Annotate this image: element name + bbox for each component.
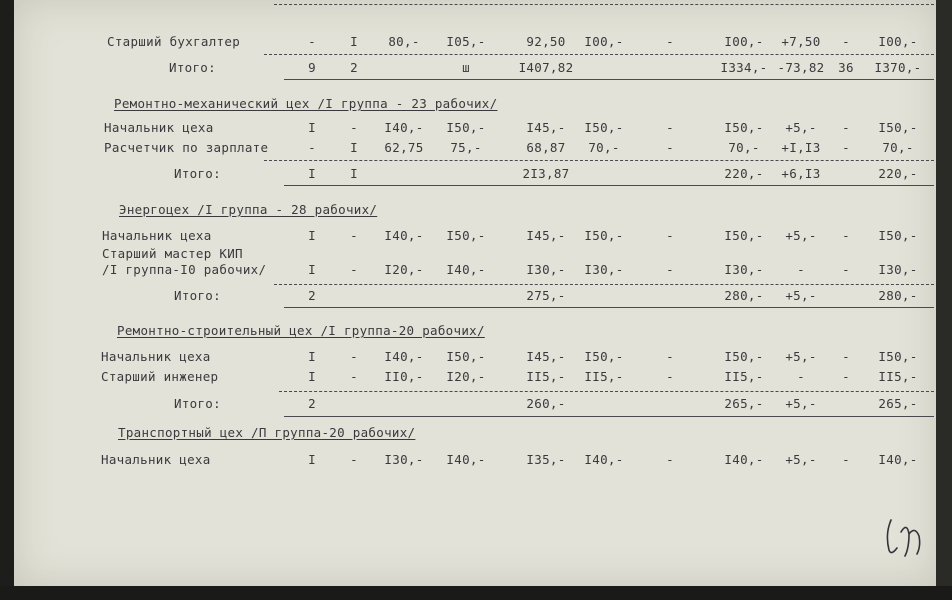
cell-col-11: 265,-: [878, 396, 918, 411]
cell-col-6: I50,-: [584, 120, 624, 135]
cell-col-6: I00,-: [584, 34, 624, 49]
cell-col-8: I50,-: [724, 228, 764, 243]
cell-col-6: I50,-: [584, 349, 624, 364]
cell-col-5: I45,-: [526, 228, 566, 243]
cell-col-9: +5,-: [785, 349, 817, 364]
cell-col-6: I50,-: [584, 228, 624, 243]
scan-border-right: [936, 0, 952, 600]
cell-col-8: 220,-: [724, 166, 764, 181]
cell-col-5: I35,-: [526, 452, 566, 467]
cell-col-1: -: [308, 34, 316, 49]
cell-col-2: I: [350, 166, 358, 181]
cell-col-1: 2: [308, 396, 316, 411]
position-label: Начальник цеха: [101, 452, 211, 467]
cell-col-5: I45,-: [526, 349, 566, 364]
cell-col-8: 280,-: [724, 288, 764, 303]
cell-col-5: 260,-: [526, 396, 566, 411]
section-header: Транспортный цех /П группа-20 рабочих/: [118, 425, 416, 440]
total-label: Итого:: [169, 60, 216, 75]
section-header: Ремонтно-строительный цех /I группа-20 рабочих/: [117, 323, 485, 338]
cell-col-8: I40,-: [724, 452, 764, 467]
cell-col-11: 70,-: [882, 140, 914, 155]
total-underline: [284, 185, 934, 186]
cell-col-5: 68,87: [526, 140, 566, 155]
cell-col-8: II5,-: [724, 369, 764, 384]
cell-col-2: -: [350, 262, 358, 277]
cell-col-7: -: [666, 34, 674, 49]
cell-col-11: I50,-: [878, 349, 918, 364]
cell-col-1: I: [308, 120, 316, 135]
cell-col-2: -: [350, 452, 358, 467]
cell-col-4: I40,-: [446, 452, 486, 467]
cell-col-2: -: [350, 369, 358, 384]
cell-col-11: 280,-: [878, 288, 918, 303]
total-label: Итого:: [174, 396, 221, 411]
cell-col-1: -: [308, 140, 316, 155]
cell-col-8: I50,-: [724, 349, 764, 364]
cell-col-9: -: [797, 369, 805, 384]
position-label: /I группа-I0 рабочих/: [102, 262, 267, 277]
separator-line: [279, 391, 934, 392]
cell-col-6: II5,-: [584, 369, 624, 384]
cell-col-1: I: [308, 452, 316, 467]
cell-col-6: I40,-: [584, 452, 624, 467]
cell-col-6: 70,-: [588, 140, 620, 155]
cell-col-7: -: [666, 140, 674, 155]
total-label: Итого:: [174, 288, 221, 303]
cell-col-9: +I,I3: [781, 140, 821, 155]
cell-col-10: -: [842, 140, 850, 155]
cell-col-3: 62,75: [384, 140, 424, 155]
cell-col-4: 75,-: [450, 140, 482, 155]
cell-col-7: -: [666, 369, 674, 384]
cell-col-10: -: [842, 369, 850, 384]
separator-line: [264, 160, 934, 161]
cell-col-7: -: [666, 228, 674, 243]
total-underline: [284, 416, 934, 417]
position-label: Начальник цеха: [102, 228, 212, 243]
cell-col-9: +5,-: [785, 120, 817, 135]
cell-col-1: I: [308, 228, 316, 243]
cell-col-7: -: [666, 349, 674, 364]
cell-col-11: I30,-: [878, 262, 918, 277]
total-underline: [284, 79, 934, 80]
cell-col-1: I: [308, 349, 316, 364]
position-label: Расчетчик по зарплате: [104, 140, 269, 155]
cell-col-10: -: [842, 34, 850, 49]
cell-col-9: +5,-: [785, 452, 817, 467]
cell-col-4: I05,-: [446, 34, 486, 49]
cell-col-3: I40,-: [384, 120, 424, 135]
cell-col-9: -73,82: [777, 60, 825, 75]
cell-col-10: -: [842, 262, 850, 277]
cell-col-9: +5,-: [785, 288, 817, 303]
cell-col-9: +7,50: [781, 34, 821, 49]
cell-col-11: I370,-: [874, 60, 922, 75]
cell-col-11: I00,-: [878, 34, 918, 49]
cell-col-9: -: [797, 262, 805, 277]
cell-col-5: I407,82: [518, 60, 574, 75]
section-header: Ремонтно-механический цех /I группа - 23 рабочих/: [114, 96, 498, 111]
cell-col-8: 265,-: [724, 396, 764, 411]
cell-col-8: I00,-: [724, 34, 764, 49]
position-label: Старший мастер КИП: [102, 246, 243, 261]
cell-col-3: II0,-: [384, 369, 424, 384]
cell-col-5: 92,50: [526, 34, 566, 49]
cell-col-1: I: [308, 369, 316, 384]
total-underline: [284, 307, 934, 308]
cell-col-7: -: [666, 262, 674, 277]
cell-col-1: 2: [308, 288, 316, 303]
cell-col-1: I: [308, 166, 316, 181]
cell-col-3: I20,-: [384, 262, 424, 277]
document-sheet: [14, 0, 938, 586]
total-label: Итого:: [174, 166, 221, 181]
cell-col-6: I30,-: [584, 262, 624, 277]
cell-col-5: 2I3,87: [522, 166, 570, 181]
cell-col-2: I: [350, 34, 358, 49]
separator-line: [274, 4, 934, 5]
cell-col-4: I50,-: [446, 120, 486, 135]
cell-col-8: I30,-: [724, 262, 764, 277]
cell-col-4: I40,-: [446, 262, 486, 277]
cell-col-10: -: [842, 228, 850, 243]
cell-col-2: -: [350, 228, 358, 243]
cell-col-4: I50,-: [446, 228, 486, 243]
cell-col-4: I50,-: [446, 349, 486, 364]
cell-col-3: I40,-: [384, 349, 424, 364]
cell-col-9: +5,-: [785, 228, 817, 243]
cell-col-9: +6,I3: [781, 166, 821, 181]
cell-col-4: ш: [462, 60, 470, 75]
cell-col-10: -: [842, 452, 850, 467]
cell-col-5: I30,-: [526, 262, 566, 277]
cell-col-9: +5,-: [785, 396, 817, 411]
cell-col-2: I: [350, 140, 358, 155]
cell-col-8: I334,-: [720, 60, 768, 75]
section-header: Энергоцех /I группа - 28 рабочих/: [119, 202, 378, 217]
cell-col-11: 220,-: [878, 166, 918, 181]
cell-col-3: I40,-: [384, 228, 424, 243]
cell-col-5: I45,-: [526, 120, 566, 135]
position-label: Старший инженер: [101, 369, 219, 384]
cell-col-8: I50,-: [724, 120, 764, 135]
cell-col-11: I50,-: [878, 120, 918, 135]
cell-col-4: I20,-: [446, 369, 486, 384]
cell-col-11: II5,-: [878, 369, 918, 384]
separator-line: [264, 54, 934, 55]
cell-col-5: 275,-: [526, 288, 566, 303]
cell-col-3: 80,-: [388, 34, 420, 49]
cell-col-11: I40,-: [878, 452, 918, 467]
cell-col-3: I30,-: [384, 452, 424, 467]
cell-col-10: -: [842, 120, 850, 135]
cell-col-7: -: [666, 452, 674, 467]
cell-col-10: 36: [838, 60, 854, 75]
cell-col-10: -: [842, 349, 850, 364]
separator-line: [274, 284, 934, 285]
cell-col-2: 2: [350, 60, 358, 75]
position-label: Старший бухгалтер: [107, 34, 241, 49]
handwritten-signature: [879, 512, 929, 562]
position-label: Начальник цеха: [104, 120, 214, 135]
cell-col-2: -: [350, 349, 358, 364]
position-label: Начальник цеха: [101, 349, 211, 364]
cell-col-1: I: [308, 262, 316, 277]
cell-col-8: 70,-: [728, 140, 760, 155]
cell-col-7: -: [666, 120, 674, 135]
cell-col-5: II5,-: [526, 369, 566, 384]
cell-col-2: -: [350, 120, 358, 135]
cell-col-11: I50,-: [878, 228, 918, 243]
scan-border-bottom: [0, 586, 952, 600]
cell-col-1: 9: [308, 60, 316, 75]
